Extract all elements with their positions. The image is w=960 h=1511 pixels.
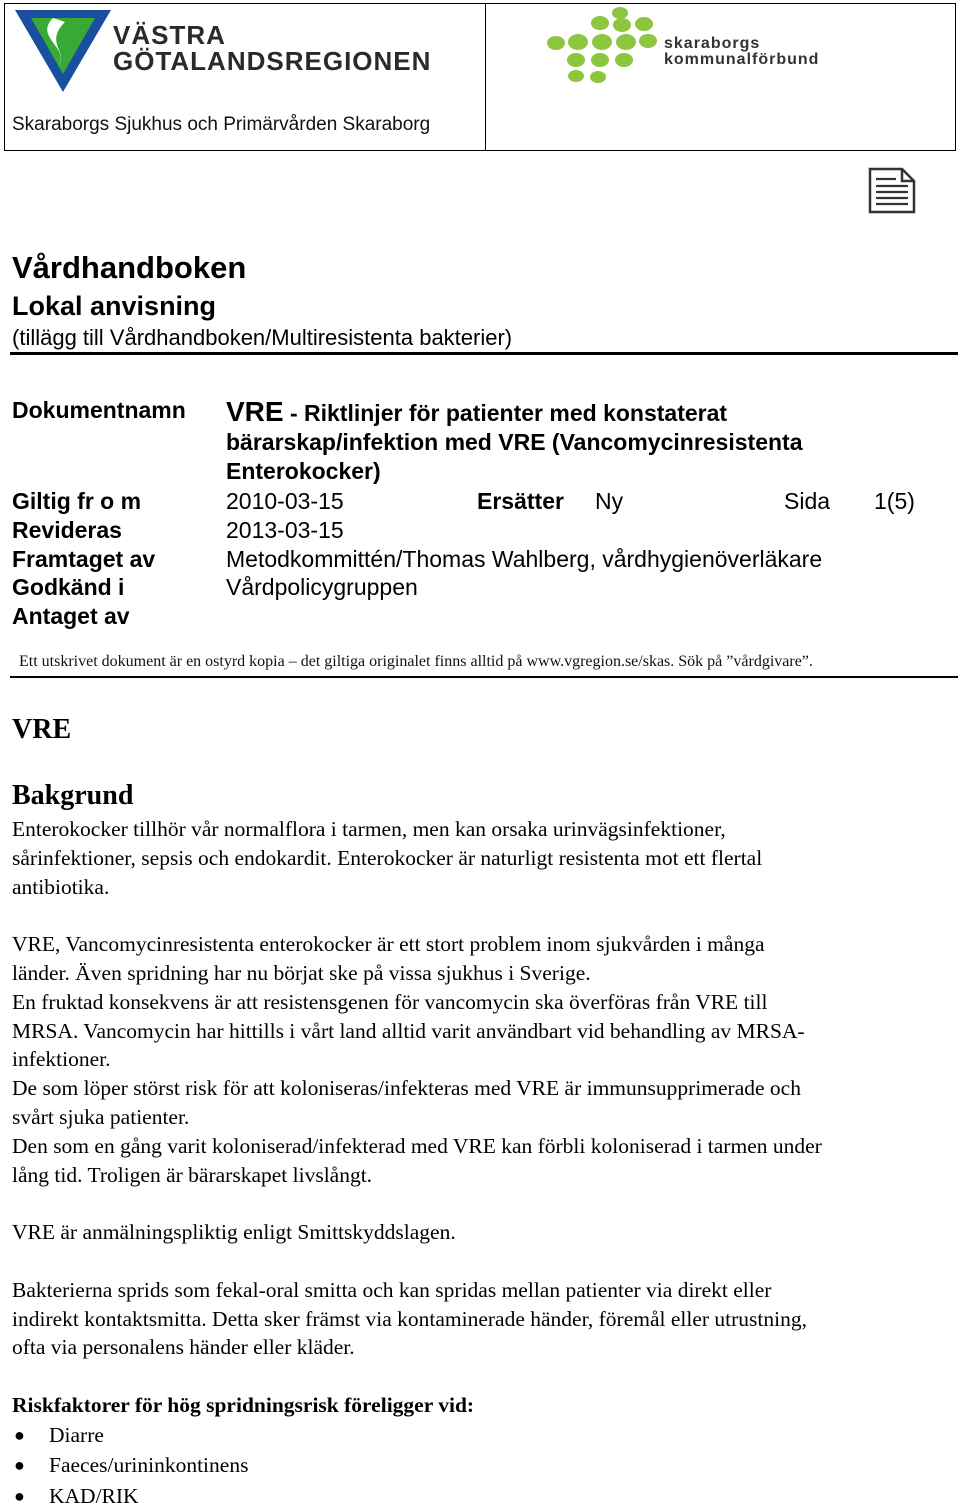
framtaget-value: Metodkommittén/Thomas Wahlberg, vårdhygienöverläkare [226,546,823,572]
dokumentnamn-prefix: VRE [226,396,284,427]
list-item: ● Diarre [12,1420,958,1451]
sida-label: Sida [784,488,831,514]
vgr-logo-mark [13,8,113,94]
skf-logo-text-line2: kommunalförbund [664,51,820,68]
paragraph-7: Bakterierna sprids som fekal-oral smitta och kan spridas mellan patienter via direkt eller indirekt kontaktsmitta. Detta sker främst via kontaminerade händer, föremål eller utrustning, ofta via personalens händer eller kläder. [12,1277,807,1360]
risk-heading: Riskfaktorer för hög spridningsrisk föreligger vid: [12,1392,475,1417]
dokumentnamn-value [226,397,926,486]
header-box [4,3,956,151]
section-heading-vre: VRE [12,714,72,745]
paragraph-5: Den som en gång varit koloniserad/infekterad med VRE kan förbli koloniserad i tarmen under lång tid. Troligen är bärarskapet livslångt. [12,1133,822,1187]
header-divider [485,4,486,150]
paragraph-2: VRE, Vancomycinresistenta enterokocker är ett stort problem inom sjukvården i många länder. Även spridning har nu börjat ske på vissa sjukhus i Sverige. [12,932,765,985]
dokumentnamn-line3: Enterokocker) [226,458,381,484]
giltig-value: 2010-03-15 [226,488,344,514]
page-title-note: (tillägg till Vårdhandboken/Multiresistenta bakterier) [12,325,513,350]
giltig-label: Giltig fr o m [12,488,142,514]
revideras-label: Revideras [12,517,122,543]
page-title: Vårdhandboken [12,250,247,285]
document-icon [866,166,918,216]
skf-logo-mark [538,4,662,86]
section-heading-bakgrund: Bakgrund [12,780,134,811]
revideras-value: 2013-03-15 [226,517,344,543]
page-subtitle: Lokal anvisning [12,291,217,321]
org-name: Skaraborgs Sjukhus och Primärvården Skaraborg [12,114,431,135]
ersatter-label: Ersätter [477,488,564,514]
dokumentnamn-line1: VRE - Riktlinjer för patienter med konstaterat [226,396,728,427]
body-text [12,815,958,1511]
vgr-logo-text-line1: VÄSTRA [113,20,226,50]
godkand-value: Vårdpolicygruppen [226,574,418,600]
paragraph-3: En fruktad konsekvens är att resistensgenen för vancomycin ska överföras från VRE till MRSA. Vancomycin har hittills i vårt land alltid varit användbart vid behandling av MRSA- infektioner. [12,989,805,1072]
divider-top [10,352,958,355]
ersatter-value: Ny [595,488,624,514]
sida-value: 1(5) [874,488,915,514]
dokumentnamn-line2: bärarskap/infektion med VRE (Vancomycinresistenta [226,429,803,455]
list-item: ● Faeces/urininkontinens [12,1450,958,1481]
skf-logo-text-line1: skaraborgs [664,35,761,52]
divider-bottom [10,676,958,678]
vgr-logo [13,8,433,94]
bullet-icon: ● [14,1424,25,1445]
paragraph-6: VRE är anmälningspliktig enligt Smittskyddslagen. [12,1220,456,1245]
antaget-label: Antaget av [12,603,130,629]
skf-logo [538,4,868,86]
godkand-label: Godkänd i [12,574,125,600]
dokumentnamn-label: Dokumentnamn [12,397,186,423]
vgr-logo-text-line2: GÖTALANDSREGIONEN [113,46,432,76]
list-item: ● KAD/RIK [12,1481,958,1511]
bullet-icon: ● [14,1485,25,1506]
framtaget-label: Framtaget av [12,546,156,572]
risk-list [12,1420,958,1511]
paragraph-4: De som löper störst risk för att koloniseras/infekteras med VRE är immunsupprimerade och svårt sjuka patienter. [12,1076,801,1129]
disclaimer: Ett utskrivet dokument är en ostyrd kopia – det giltiga originalet finns alltid på www.vgregion.se/skas. Sök på ”vårdgivare”. [19,653,813,670]
paragraph-1: Enterokocker tillhör vår normalflora i tarmen, men kan orsaka urinvägsinfektioner, sårinfektioner, sepsis och endokardit. Enterokocker är naturligt resistenta mot ett flertal antibiotika. [12,817,763,899]
bullet-icon: ● [14,1455,25,1476]
